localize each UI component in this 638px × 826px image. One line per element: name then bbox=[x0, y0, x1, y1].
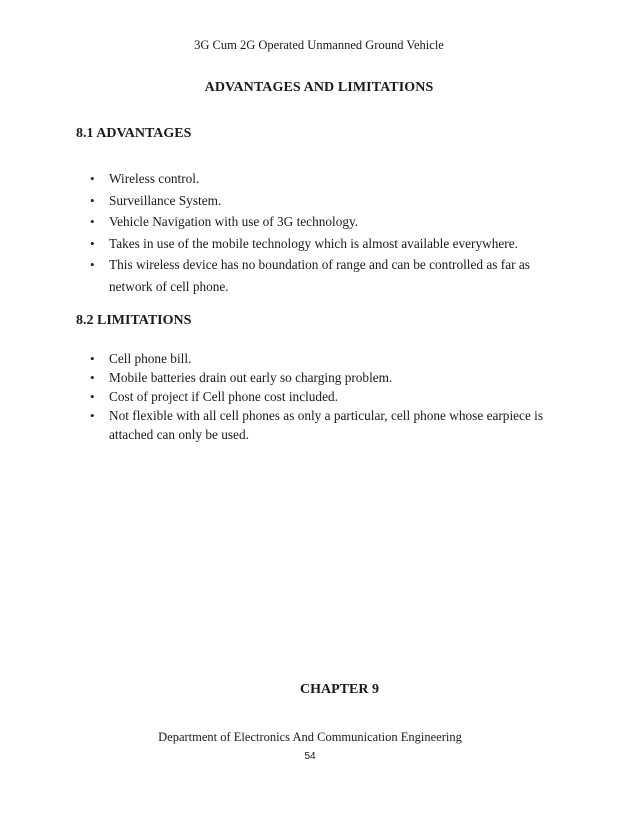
list-item bbox=[90, 254, 560, 297]
footer-department: Department of Electronics And Communication Engineering bbox=[158, 730, 462, 744]
list-item-text: Cell phone bill. bbox=[109, 351, 192, 366]
list-item bbox=[90, 406, 560, 444]
limitations-heading: 8.2 LIMITATIONS bbox=[76, 313, 192, 328]
list-item-text: Cost of project if Cell phone cost included. bbox=[109, 389, 338, 404]
list-item-text: Vehicle Navigation with use of 3G technology. bbox=[109, 214, 359, 229]
bullet-icon: • bbox=[90, 351, 95, 366]
advantages-heading: 8.1 ADVANTAGES bbox=[76, 126, 192, 141]
bullet-icon: • bbox=[90, 389, 95, 404]
bullet-icon: • bbox=[90, 192, 95, 208]
limitations-list bbox=[90, 349, 560, 444]
list-item bbox=[90, 233, 560, 255]
bullet-icon: • bbox=[90, 235, 95, 251]
list-item bbox=[90, 387, 560, 406]
bullet-icon: • bbox=[90, 171, 95, 186]
list-item bbox=[90, 190, 560, 212]
page-number: 54 bbox=[304, 751, 316, 762]
list-item bbox=[90, 349, 560, 368]
bullet-icon: • bbox=[90, 408, 95, 423]
list-item-text: Mobile batteries drain out early so charging problem. bbox=[109, 370, 393, 385]
list-item-text: This wireless device has no boundation of range and can be controlled as far as network of cell phone. bbox=[109, 257, 530, 294]
list-item bbox=[90, 368, 560, 387]
list-item-text: Wireless control. bbox=[109, 171, 200, 186]
bullet-icon: • bbox=[90, 257, 95, 272]
advantages-list bbox=[90, 168, 560, 297]
list-item-text: Takes in use of the mobile technology which is almost available everywhere. bbox=[109, 235, 518, 251]
list-item-text: Surveillance System. bbox=[109, 192, 222, 208]
page-title: ADVANTAGES AND LIMITATIONS bbox=[204, 80, 434, 95]
next-chapter-label: CHAPTER 9 bbox=[300, 682, 379, 697]
running-header: 3G Cum 2G Operated Unmanned Ground Vehicle bbox=[194, 38, 444, 52]
bullet-icon: • bbox=[90, 214, 95, 229]
list-item bbox=[90, 211, 560, 233]
list-item-text: Not flexible with all cell phones as only a particular, cell phone whose earpiece is attached can only be used. bbox=[109, 408, 544, 442]
list-item bbox=[90, 168, 560, 190]
bullet-icon: • bbox=[90, 370, 95, 385]
